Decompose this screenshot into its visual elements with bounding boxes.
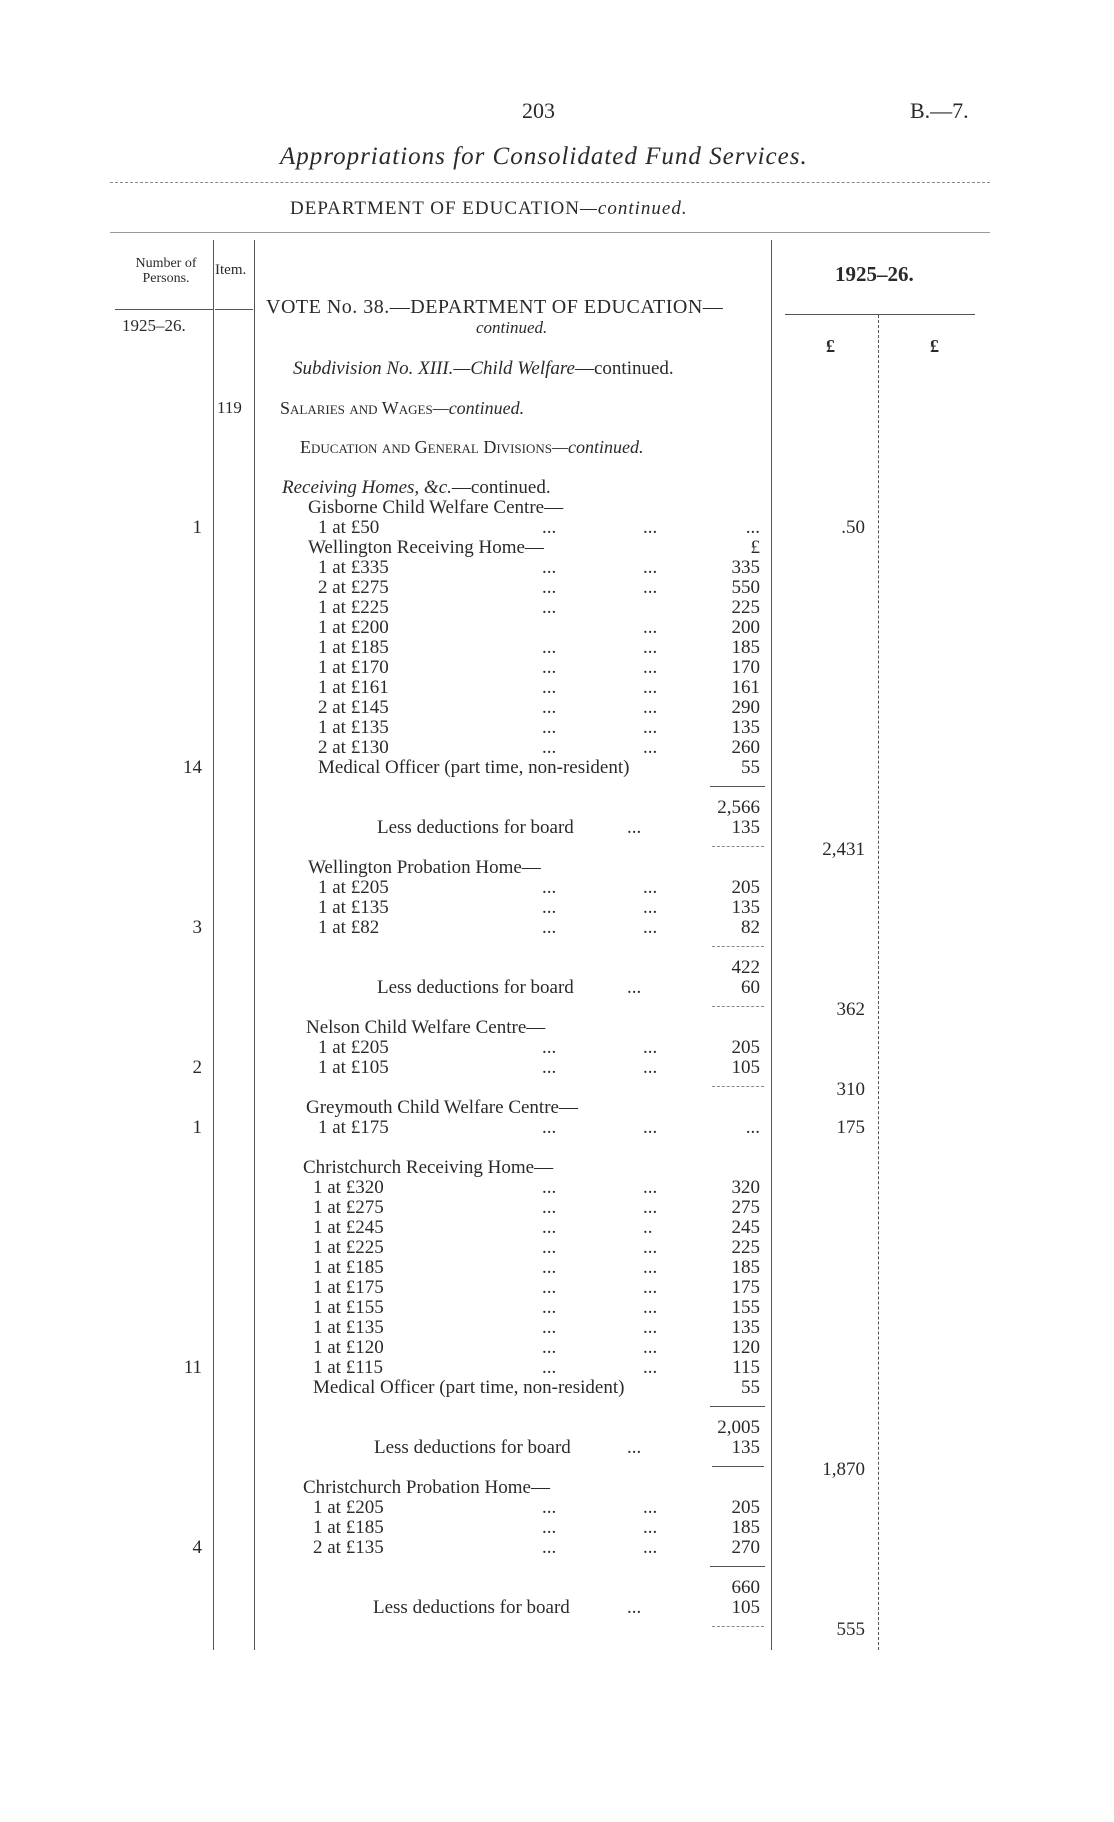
leader-dots: ...	[643, 717, 658, 738]
leader-dots: ...	[643, 1057, 658, 1078]
deduction-label: Less deductions for board	[373, 1597, 570, 1618]
line-amount: 135	[731, 717, 760, 738]
leader-dots: ...	[542, 1337, 557, 1358]
persons-count: 14	[183, 757, 202, 778]
leader-dots: ...	[643, 517, 658, 538]
leader-dots: ...	[643, 577, 658, 598]
line-amount: 335	[731, 557, 760, 578]
deduction-label: Less deductions for board	[377, 817, 574, 838]
leader-dots: ...	[643, 1257, 658, 1278]
line-amount: 175	[731, 1277, 760, 1298]
group-name: Wellington Receiving Home—	[308, 537, 544, 558]
leader-dots: ...	[542, 677, 557, 698]
rate-label: Medical Officer (part time, non-resident)	[318, 757, 630, 778]
pound-mark: £	[750, 537, 760, 558]
leader-dots: ...	[542, 1117, 557, 1138]
rate-label: 1 at £115	[313, 1357, 384, 1378]
line-amount: ...	[745, 1117, 760, 1138]
rate-label: 1 at £175	[313, 1277, 384, 1298]
group-name: Nelson Child Welfare Centre—	[306, 1017, 546, 1038]
group-subtotal: 2,566	[717, 797, 760, 818]
item-column-left-rule	[213, 240, 214, 1650]
group-total: 1,870	[822, 1459, 865, 1480]
total-rule	[712, 1086, 764, 1087]
page-number: 203	[522, 98, 555, 123]
leader-dots: ...	[643, 1357, 658, 1378]
group-total: 362	[836, 999, 865, 1020]
subtotal-rule	[710, 786, 765, 787]
rate-label: 1 at £185	[313, 1517, 384, 1538]
group-name: Christchurch Receiving Home—	[303, 1157, 554, 1178]
document-code: B.—7.	[910, 98, 969, 123]
line-amount: 135	[731, 897, 760, 918]
pound-sign-left: £	[826, 336, 835, 356]
leader-dots: ...	[643, 1197, 658, 1218]
rate-label: 1 at £275	[313, 1197, 384, 1218]
leader-dots: ...	[542, 517, 557, 538]
deduction-label: Less deductions for board	[374, 1437, 571, 1458]
leader-dots: ...	[542, 1297, 557, 1318]
leader-dots: ..	[643, 1217, 653, 1238]
department-rule	[110, 232, 990, 233]
leader-dots: ...	[643, 677, 658, 698]
department-heading	[290, 198, 688, 220]
subdivision-suffix: —continued.	[575, 358, 674, 379]
subtotal-rule	[710, 1566, 765, 1567]
line-amount: 550	[731, 577, 760, 598]
rate-label: 1 at £205	[313, 1497, 384, 1518]
rate-label: 1 at £225	[318, 597, 389, 618]
group-total: 2,431	[822, 839, 865, 860]
line-amount: 185	[731, 1517, 760, 1538]
persons-count: 3	[192, 917, 202, 938]
group-name: Greymouth Child Welfare Centre—	[306, 1097, 578, 1118]
leader-dots: ...	[643, 1497, 658, 1518]
total-rule	[712, 1466, 764, 1467]
line-amount: 200	[731, 617, 760, 638]
rate-label: 1 at £200	[318, 617, 389, 638]
divisions-heading	[300, 437, 643, 458]
department-name: DEPARTMENT OF EDUCATION	[290, 198, 580, 219]
total-rule	[712, 846, 764, 847]
leader-dots: ...	[542, 1217, 557, 1238]
rate-label: 1 at £161	[318, 677, 389, 698]
page-title: Appropriations for Consolidated Fund Services.	[280, 143, 808, 170]
leader-dots: ...	[542, 637, 557, 658]
rate-label: 1 at £185	[313, 1257, 384, 1278]
line-amount: 135	[731, 1317, 760, 1338]
leader-dots: ...	[643, 1297, 658, 1318]
year-header-rule	[785, 314, 975, 315]
deduction-amount: 135	[731, 1437, 760, 1458]
line-amount: 225	[731, 1237, 760, 1258]
leader-dots: ...	[542, 897, 557, 918]
leader-dots: ...	[643, 897, 658, 918]
total-rule	[712, 1006, 764, 1007]
line-amount: 320	[731, 1177, 760, 1198]
line-amount: 205	[731, 877, 760, 898]
rate-label: 1 at £205	[318, 877, 389, 898]
line-amount: 115	[732, 1357, 760, 1378]
leader-dots: ...	[627, 817, 642, 838]
divisions-title: Education and General Divisions	[300, 437, 552, 457]
leader-dots: ...	[542, 877, 557, 898]
leader-dots: ...	[643, 1337, 658, 1358]
department-suffix: —continued.	[580, 198, 688, 219]
rate-label: 1 at £82	[318, 917, 380, 938]
leader-dots: ...	[542, 1537, 557, 1558]
rate-label: Medical Officer (part time, non-resident)	[313, 1377, 625, 1398]
rate-label: 1 at £155	[313, 1297, 384, 1318]
rate-label: 2 at £135	[313, 1537, 384, 1558]
rate-label: 2 at £275	[318, 577, 389, 598]
leader-dots: ...	[542, 917, 557, 938]
leader-dots: ...	[627, 1597, 642, 1618]
salaries-suffix: —continued.	[432, 398, 525, 418]
rate-label: 2 at £145	[318, 697, 389, 718]
leader-dots: ...	[643, 737, 658, 758]
leader-dots: ...	[627, 1437, 642, 1458]
leader-dots: ...	[542, 1057, 557, 1078]
persons-count: 1	[192, 517, 202, 538]
deduction-amount: 60	[741, 977, 760, 998]
persons-count: 4	[192, 1537, 202, 1558]
rate-label: 1 at £335	[318, 557, 389, 578]
leader-dots: ...	[643, 637, 658, 658]
item-column-header: Item.	[215, 262, 247, 278]
leader-dots: ...	[643, 1237, 658, 1258]
amount-column-right-rule	[771, 240, 772, 1650]
group-total: 310	[836, 1079, 865, 1100]
receiving-homes-title: Receiving Homes, &c.	[282, 477, 452, 498]
leader-dots: ...	[643, 697, 658, 718]
persons-count: 2	[192, 1057, 202, 1078]
leader-dots: ...	[542, 1357, 557, 1378]
vote-title: VOTE No. 38.—DEPARTMENT OF EDUCATION—	[266, 296, 724, 318]
leader-dots: ...	[542, 577, 557, 598]
line-amount: 290	[731, 697, 760, 718]
leader-dots: ...	[542, 657, 557, 678]
leader-dots: ...	[643, 1537, 658, 1558]
line-amount: 55	[741, 757, 760, 778]
group-subtotal: 422	[731, 957, 760, 978]
leader-dots: ...	[643, 1517, 658, 1538]
line-amount: 205	[731, 1037, 760, 1058]
leader-dots: ...	[542, 557, 557, 578]
deduction-label: Less deductions for board	[377, 977, 574, 998]
line-amount: 82	[741, 917, 760, 938]
leader-dots: ...	[643, 1317, 658, 1338]
line-amount: 161	[731, 677, 760, 698]
receiving-homes-heading	[282, 477, 551, 499]
rate-label: 1 at £185	[318, 637, 389, 658]
line-amount: 275	[731, 1197, 760, 1218]
line-amount: 205	[731, 1497, 760, 1518]
leader-dots: ...	[542, 1177, 557, 1198]
leader-dots: ...	[542, 737, 557, 758]
line-amount: 55	[741, 1377, 760, 1398]
deduction-amount: 105	[731, 1597, 760, 1618]
leader-dots: ...	[542, 717, 557, 738]
item-header-rule	[215, 309, 253, 310]
leader-dots: ...	[542, 1317, 557, 1338]
leader-dots: ...	[643, 877, 658, 898]
rate-label: 1 at £320	[313, 1177, 384, 1198]
total-rule	[712, 1626, 764, 1627]
line-amount: 105	[731, 1057, 760, 1078]
leader-dots: ...	[542, 697, 557, 718]
leader-dots: ...	[643, 617, 658, 638]
rate-label: 1 at £245	[313, 1217, 384, 1238]
rate-label: 1 at £225	[313, 1237, 384, 1258]
year-column-divider	[878, 315, 879, 1650]
line-amount: 120	[731, 1337, 760, 1358]
line-amount: ...	[745, 517, 760, 538]
leader-dots: ...	[542, 1237, 557, 1258]
rate-label: 1 at £105	[318, 1057, 389, 1078]
leader-dots: ...	[542, 1517, 557, 1538]
leader-dots: ...	[643, 1037, 658, 1058]
leader-dots: ...	[542, 1257, 557, 1278]
leader-dots: ...	[542, 1197, 557, 1218]
group-name: Gisborne Child Welfare Centre—	[308, 497, 564, 518]
line-amount: 185	[731, 637, 760, 658]
rate-label: 1 at £175	[318, 1117, 389, 1138]
leader-dots: ...	[542, 1277, 557, 1298]
line-amount: 170	[731, 657, 760, 678]
rate-label: 1 at £170	[318, 657, 389, 678]
leader-dots: ...	[643, 917, 658, 938]
salaries-title: Salaries and Wages	[280, 398, 433, 418]
rate-label: 2 at £130	[318, 737, 389, 758]
receiving-homes-suffix: —continued.	[451, 477, 551, 498]
line-amount: 270	[731, 1537, 760, 1558]
persons-count: 1	[192, 1117, 202, 1138]
rate-label: 1 at £120	[313, 1337, 384, 1358]
subtotal-rule	[710, 1406, 765, 1407]
leader-dots: ...	[643, 657, 658, 678]
leader-dots: ...	[643, 1177, 658, 1198]
persons-year-label: 1925–26.	[122, 316, 186, 335]
vote-continued: continued.	[476, 318, 548, 337]
leader-dots: ...	[542, 597, 557, 618]
item-column-right-rule	[254, 240, 255, 1650]
leader-dots: ...	[542, 1037, 557, 1058]
title-rule	[110, 182, 990, 183]
group-total: .50	[841, 517, 865, 538]
deduction-amount: 135	[731, 817, 760, 838]
leader-dots: ...	[643, 1277, 658, 1298]
rate-label: 1 at £135	[318, 717, 389, 738]
leader-dots: ...	[542, 1497, 557, 1518]
divisions-suffix: —continued.	[551, 437, 644, 457]
line-amount: 245	[731, 1217, 760, 1238]
group-total: 555	[836, 1619, 865, 1640]
persons-header-rule	[115, 309, 213, 310]
rate-label: 1 at £50	[318, 517, 380, 538]
line-amount: 260	[731, 737, 760, 758]
rate-label: 1 at £205	[318, 1037, 389, 1058]
group-subtotal: 660	[731, 1577, 760, 1598]
line-amount: 225	[731, 597, 760, 618]
persons-count: 11	[183, 1357, 202, 1378]
group-name: Christchurch Probation Home—	[303, 1477, 550, 1498]
leader-dots: ...	[643, 557, 658, 578]
rate-label: 1 at £135	[318, 897, 389, 918]
salaries-heading	[280, 398, 524, 419]
group-total: 175	[836, 1117, 865, 1138]
year-column-header: 1925–26.	[835, 262, 914, 286]
line-amount: 155	[731, 1297, 760, 1318]
rate-label: 1 at £135	[313, 1317, 384, 1338]
subdivision-heading	[293, 358, 674, 380]
item-number: 119	[217, 398, 242, 417]
group-name: Wellington Probation Home—	[308, 857, 541, 878]
group-subtotal: 2,005	[717, 1417, 760, 1438]
line-amount: 185	[731, 1257, 760, 1278]
subdivision-title: Subdivision No. XIII.—Child Welfare	[293, 358, 575, 379]
leader-dots: ...	[627, 977, 642, 998]
leader-dots: ...	[643, 1117, 658, 1138]
pound-sign-right: £	[930, 336, 939, 356]
persons-column-header: Number of Persons.	[135, 256, 197, 286]
subtotal-rule	[712, 946, 764, 947]
